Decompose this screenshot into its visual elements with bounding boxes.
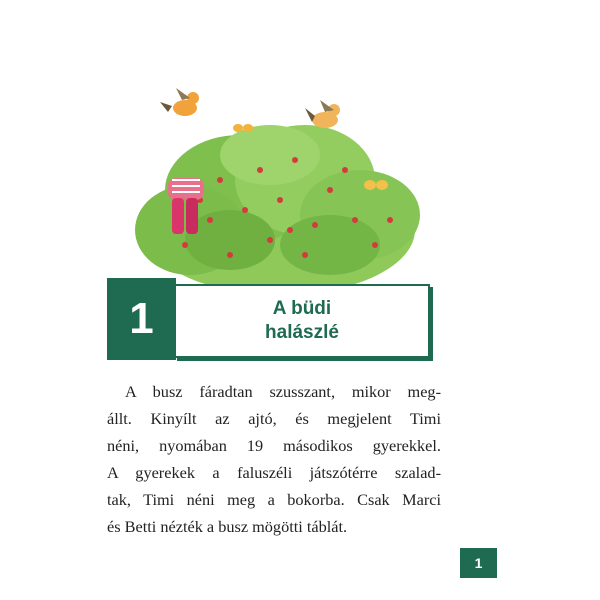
text-line: tak, Timi néni meg a bokorba. Csak Marci: [107, 490, 441, 509]
text-line: A busz fáradtan szusszant, mikor meg-: [125, 382, 441, 401]
bird-icon: [305, 100, 340, 128]
page-number: 1: [460, 548, 497, 578]
chapter-number: 1: [107, 278, 176, 360]
chapter-title-line: A büdi: [272, 298, 332, 319]
text-line: A gyerekek a faluszéli játszótérre szalad-: [107, 463, 441, 482]
text-line: állt. Kinyílt az ajtó, és megjelent Timi: [107, 409, 441, 428]
bush-illustration: [120, 80, 440, 290]
chapter-title-line: halászlé: [265, 322, 339, 343]
body-text: [107, 378, 441, 540]
chapter-title: [174, 284, 430, 358]
bird-icon: [160, 88, 199, 116]
text-line: néni, nyomában 19 másodikos gyerekkel.: [107, 436, 441, 455]
text-line: és Betti nézték a busz mögötti táblát.: [107, 517, 348, 536]
